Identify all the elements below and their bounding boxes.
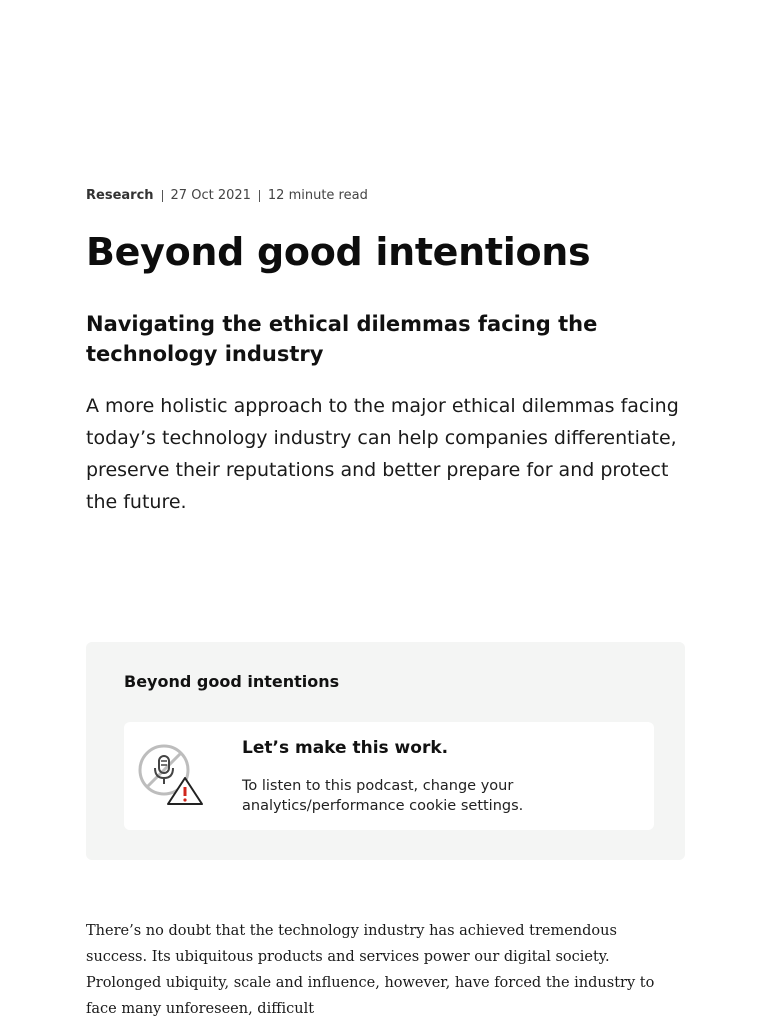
article-body-paragraph: There’s no doubt that the technology industry has achieved tremendous success. Its ubiquitous products and services power our digital society. Prolonged ubiquity, scale and influence, however, have forced the industry to face many unforeseen, difficult	[86, 923, 655, 1017]
podcast-title: Beyond good intentions	[124, 672, 340, 691]
article-meta	[86, 188, 368, 203]
article-lead: A more holistic approach to the major ethical dilemmas facing today’s technology industry can help companies differentiate, preserve their reputations and better prepare for and protect the future.	[86, 395, 679, 513]
notice-body: To listen to this podcast, change your analytics/performance cookie settings.	[242, 778, 524, 814]
page-subtitle: Navigating the ethical dilemmas facing the technology industry	[86, 312, 598, 366]
page-title: Beyond good intentions	[86, 230, 591, 274]
article-read-time: 12 minute read	[267, 188, 368, 203]
meta-separator	[162, 190, 163, 202]
podcast-player	[86, 642, 685, 860]
notice-heading: Let’s make this work.	[242, 738, 449, 758]
meta-separator	[259, 190, 260, 202]
article-category-link[interactable]: Research	[86, 188, 154, 203]
cookie-notice	[124, 722, 654, 830]
microphone-disabled-warning-icon	[138, 744, 206, 808]
article-date: 27 Oct 2021	[170, 188, 251, 203]
